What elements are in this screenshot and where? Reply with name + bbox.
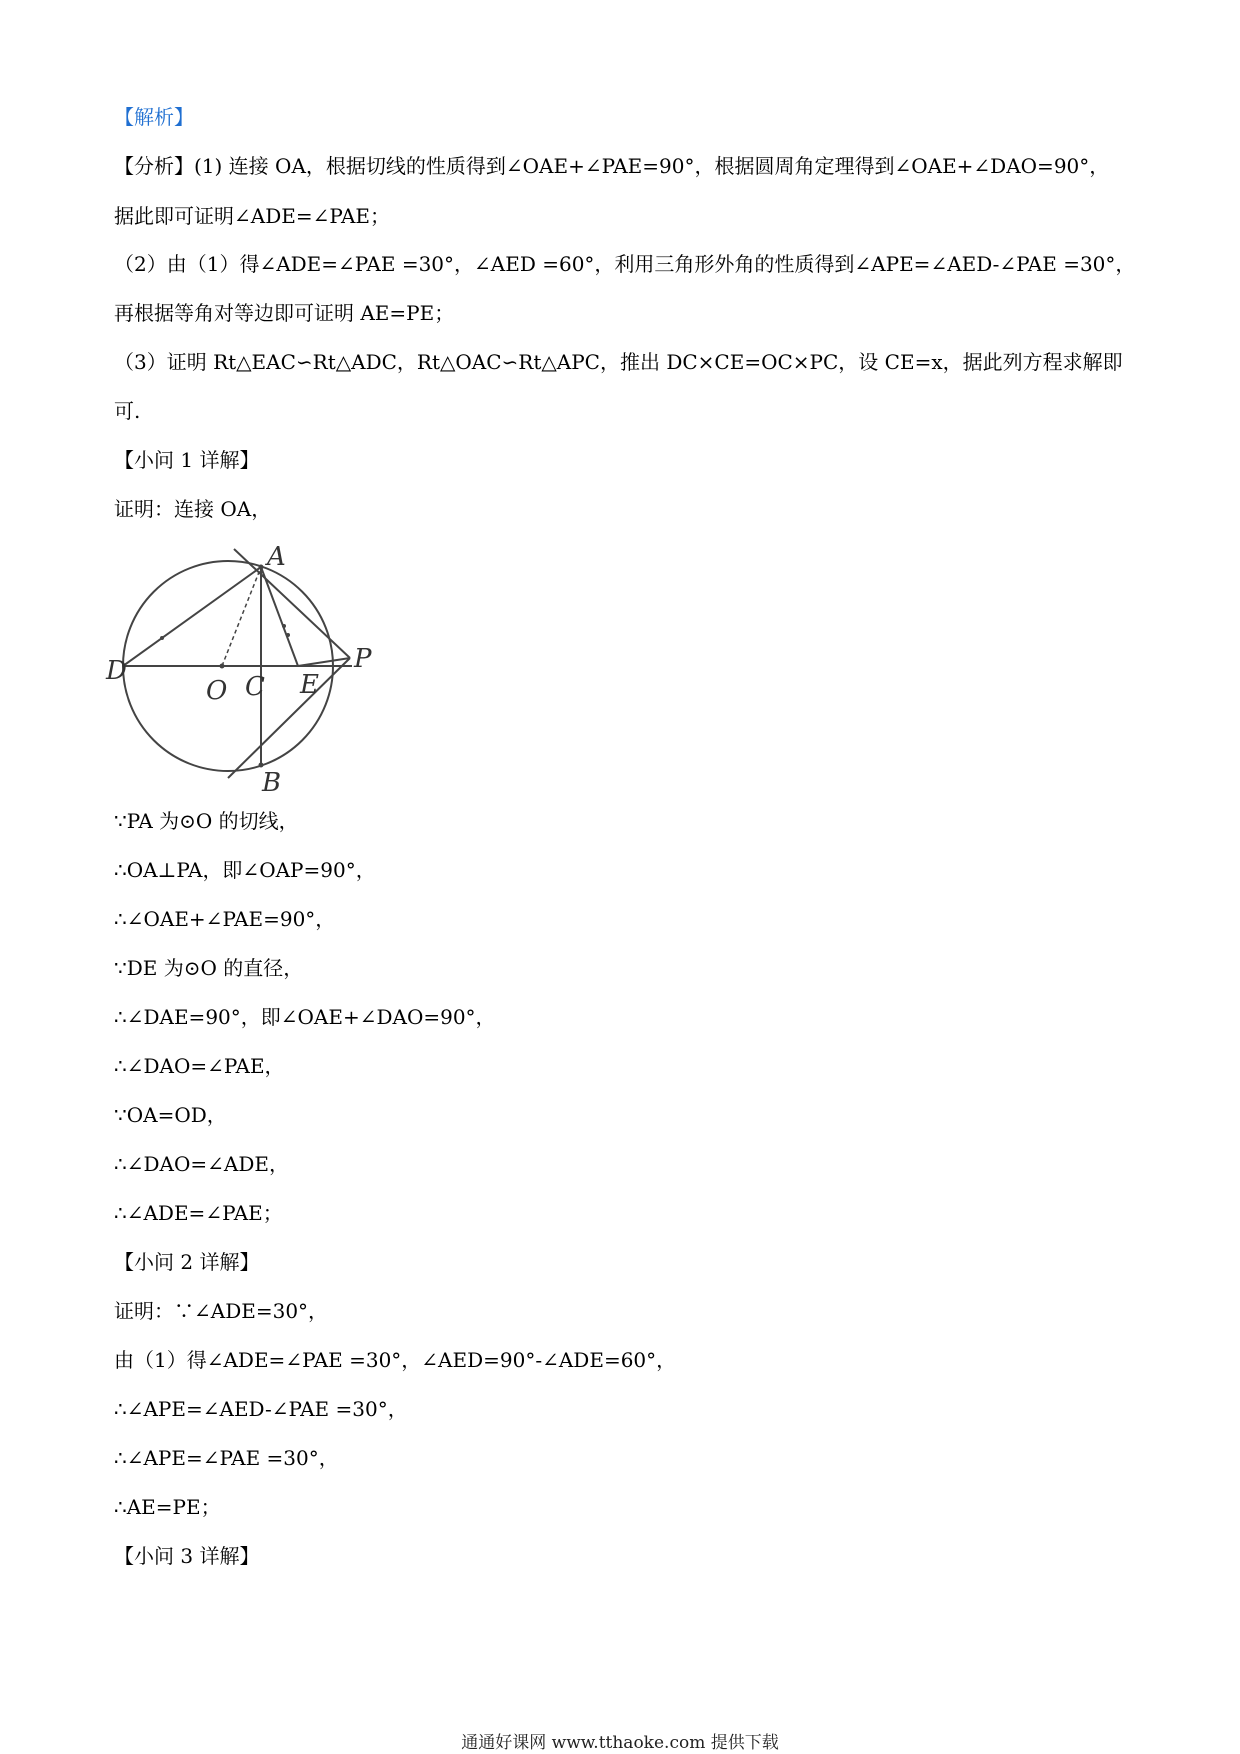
- proof-2-line-1: 证明：∵∠ADE=30°，: [114, 1299, 329, 1323]
- label-b: B: [262, 768, 282, 798]
- tangent-pa: [234, 549, 350, 658]
- point-a: [259, 565, 264, 570]
- proof-1-line-7: ∵OA=OD，: [114, 1103, 227, 1127]
- proof-1-line-2: ∴OA⊥PA，即∠OAP=90°，: [114, 858, 376, 882]
- proof-1-line-9: ∴∠ADE=∠PAE；: [114, 1201, 283, 1225]
- label-d: D: [106, 656, 127, 686]
- proof-1-line-4: ∵DE 为⊙O 的直径，: [114, 956, 304, 980]
- label-o: O: [206, 676, 228, 706]
- analysis-line-2: 据此即可证明∠ADE=∠PAE；: [114, 204, 391, 228]
- proof-1-line-1: ∵PA 为⊙O 的切线，: [114, 809, 299, 833]
- proof-2-line-4: ∴∠APE=∠PAE =30°，: [114, 1446, 339, 1470]
- label-c: C: [245, 672, 265, 702]
- analysis-line-4: 再根据等角对等边即可证明 AE=PE；: [114, 301, 455, 325]
- subquestion-3-heading: 【小问 3 详解】: [114, 1544, 260, 1568]
- proof-2-line-2: 由（1）得∠ADE=∠PAE =30°，∠AED=90°-∠ADE=60°，: [114, 1348, 677, 1372]
- proof-2-line-3: ∴∠APE=∠AED-∠PAE =30°，: [114, 1397, 408, 1421]
- analysis-line-1: 【分析】(1) 连接 OA，根据切线的性质得到∠OAE+∠PAE=90°，根据圆周角定理得到∠OAE+∠DAO=90°，: [114, 154, 1110, 178]
- mark-ae-1: [282, 624, 286, 628]
- proof-1-intro: 证明：连接 OA，: [114, 497, 272, 521]
- analysis-line-5: （3）证明 Rt△EAC∽Rt△ADC，Rt△OAC∽Rt△APC，推出 DC×CE=OC×PC，设 CE=x，据此列方程求解即: [114, 350, 1123, 374]
- point-o: [220, 664, 225, 669]
- point-b: [259, 763, 264, 768]
- label-a: A: [267, 542, 286, 572]
- mark-ae-2: [286, 633, 290, 637]
- mark-da: [160, 636, 164, 640]
- analysis-line-3: （2）由（1）得∠ADE=∠PAE =30°，∠AED =60°，利用三角形外角的性质得到∠APE=∠AED-∠PAE =30°，: [114, 252, 1136, 276]
- label-p: P: [354, 644, 372, 674]
- subquestion-2-heading: 【小问 2 详解】: [114, 1250, 260, 1274]
- proof-1-line-5: ∴∠DAE=90°，即∠OAE+∠DAO=90°，: [114, 1005, 496, 1029]
- label-e: E: [300, 670, 319, 700]
- section-heading-analysis: 【解析】: [114, 105, 194, 129]
- proof-1-line-6: ∴∠DAO=∠PAE，: [114, 1054, 285, 1078]
- proof-1-line-3: ∴∠OAE+∠PAE=90°，: [114, 907, 336, 931]
- analysis-line-6: 可.: [114, 399, 141, 423]
- page-footer: 通通好课网 www.tthaoke.com 提供下载: [461, 1733, 779, 1753]
- proof-2-line-5: ∴AE=PE；: [114, 1495, 221, 1519]
- proof-1-line-8: ∴∠DAO=∠ADE，: [114, 1152, 289, 1176]
- subquestion-1-heading: 【小问 1 详解】: [114, 448, 260, 472]
- geometry-figure: [106, 542, 392, 798]
- segment-da: [123, 567, 261, 666]
